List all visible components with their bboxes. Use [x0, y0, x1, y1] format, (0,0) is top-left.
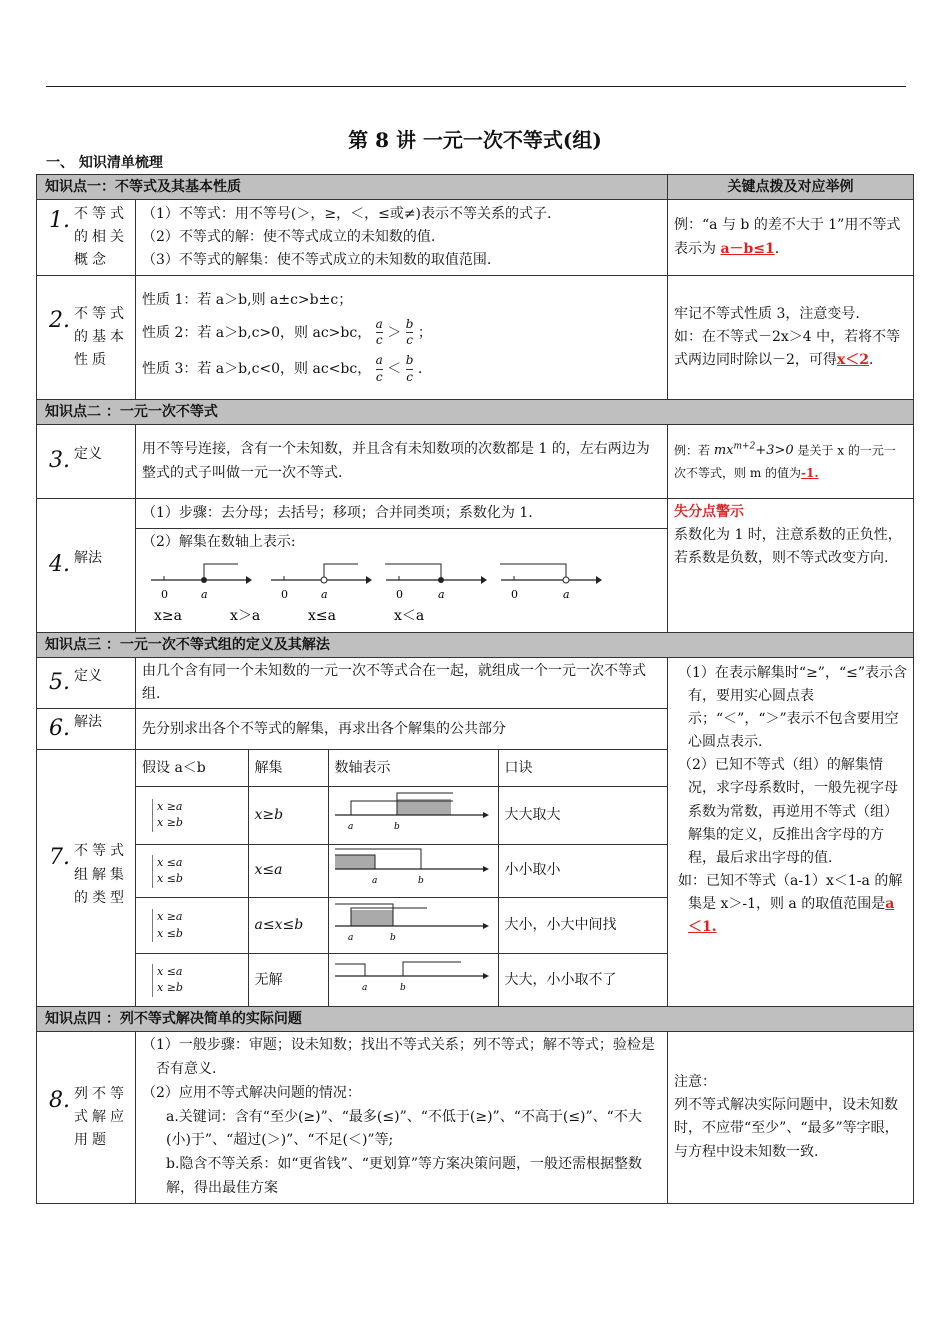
frac-den: c — [375, 369, 383, 384]
row4-content — [136, 499, 668, 633]
fraction-a-over-c — [376, 353, 383, 385]
property-2: 性质 2：若 a＞b,c>0，则 ac>bc， — [142, 324, 372, 341]
fraction-b-over-c — [406, 353, 414, 385]
type-row — [136, 786, 667, 844]
rhyme-cell: 大大取大 — [498, 786, 667, 844]
formula-exponent: m+2 — [733, 441, 756, 452]
row1-number: 1. — [49, 207, 70, 233]
numberline-between — [331, 900, 491, 944]
a-label: a — [321, 588, 328, 602]
frac-num: a — [376, 353, 383, 370]
ineq-2: x ≥b — [157, 981, 183, 995]
solution-types-table — [136, 750, 667, 1006]
kp1-header-row — [37, 175, 914, 200]
row1-note — [668, 200, 914, 276]
row1-line3: （3）不等式的解集：使不等式成立的未知数的取值范围. — [142, 252, 492, 269]
row8-label — [37, 1032, 136, 1204]
row1-label — [37, 200, 136, 276]
ineq-1: x ≤a — [157, 855, 183, 869]
number-line-le — [385, 564, 487, 601]
number-line-gt — [271, 564, 372, 601]
row7-label — [37, 750, 136, 1007]
fraction-a-over-c — [376, 317, 383, 349]
solution-cell: x≥b — [248, 786, 328, 844]
row7-content — [136, 750, 668, 1007]
row8-line4: b.隐含不等关系：如“更省钱”、“更划算”等方案决策问题，一般还需根据整数解，得出最佳方案 — [166, 1156, 643, 1196]
top-rule — [46, 86, 906, 87]
numberline-none — [331, 954, 491, 998]
types-header — [136, 750, 667, 786]
ineq-2: x ≤b — [157, 926, 183, 940]
b-label: b — [417, 875, 424, 886]
row3-label-text: 定义 — [74, 446, 102, 463]
row8-note — [668, 1032, 914, 1204]
numberline-cell — [328, 844, 498, 897]
lt-sign: ＜ — [387, 361, 402, 378]
zero-label: 0 — [161, 588, 168, 602]
row8-note-title: 注意： — [674, 1074, 716, 1091]
row4-number: 4. — [49, 552, 70, 578]
a-label: a — [371, 875, 377, 886]
a-label: a — [361, 983, 367, 994]
frac-num: a — [376, 317, 383, 334]
th-numberline: 数轴表示 — [328, 750, 498, 786]
frac-den: c — [406, 369, 413, 384]
system-cell — [136, 844, 248, 897]
a-label: a — [347, 932, 353, 943]
side-note-answer: a＜1. — [688, 895, 895, 936]
case-lt: x＜a — [394, 608, 425, 625]
knowledge-table — [36, 174, 913, 1204]
case-gt: x＞a — [230, 608, 261, 625]
side-heading: 关键点拨及对应举例 — [668, 175, 914, 200]
frac-den: c — [375, 333, 383, 348]
system-cell — [136, 786, 248, 844]
kp3-header-row — [37, 633, 914, 658]
kp4-heading: 知识点四 ：列不等式解决简单的实际问题 — [37, 1007, 914, 1032]
row4-label — [37, 499, 136, 633]
system-cell — [136, 898, 248, 954]
property-2-line — [142, 317, 661, 349]
row1-note-answer: a－b≤1 — [720, 240, 775, 257]
side-note-3-text: 如：已知不等式（a-1）x＜1-a 的解集是 x＞-1，则 a 的取值范围是 — [678, 872, 903, 912]
row8-line1: （1）一般步骤：审题；设未知数；找出不等式关系；列不等式；解不等式；验检是否有意义. — [142, 1037, 655, 1077]
row8-content — [136, 1032, 668, 1204]
ineq-1: x ≥a — [157, 910, 183, 924]
row1-line2: （2）不等式的解：使不等式成立的未知数的值. — [142, 228, 436, 245]
b-label: b — [389, 932, 396, 943]
system-cell — [136, 954, 248, 1007]
row3-number: 3. — [49, 448, 70, 474]
a-label: a — [563, 588, 570, 602]
zero-label: 0 — [511, 588, 518, 602]
row2-note-end: . — [869, 352, 874, 369]
row3-note — [668, 425, 914, 499]
side-note-2: （2）已知不等式（组）的解集情况，求字母系数时，一般先视字母系数为常数，再逆用不等式（组）解集的定义，反推出含字母的方程，最后求出字母的值. — [678, 757, 898, 866]
gt-sign: ＞ — [387, 324, 402, 341]
ineq-2: x ≥b — [157, 816, 183, 830]
numberline-cell — [328, 898, 498, 954]
row7-side-note — [668, 658, 914, 1007]
row6-label — [37, 709, 136, 750]
row8-number: 8. — [49, 1087, 70, 1113]
fraction-b-over-c — [406, 317, 414, 349]
row3-label — [37, 425, 136, 499]
row2-content — [136, 276, 668, 400]
row3-content: 用不等号连接，含有一个未知数，并且含有未知数项的次数都是 1 的，左右两边为整式的式子叫做一元一次不等式. — [136, 425, 668, 499]
row4-note — [668, 499, 914, 633]
row1-content — [136, 200, 668, 276]
solution-cell: 无解 — [248, 954, 328, 1007]
row1-line1: （1）不等式：用不等号(＞，≥，＜，≤或≠)表示不等关系的式子. — [142, 205, 552, 222]
row5-label — [37, 658, 136, 709]
kp2-header-row — [37, 400, 914, 425]
row5-content: 由几个含有同一个未知数的一元一次不等式合在一起，就组成一个一元一次不等式组. — [136, 658, 668, 709]
kp2-heading: 知识点二 ：一元一次不等式 — [37, 400, 914, 425]
row7-number: 7. — [49, 845, 70, 871]
row6-number: 6. — [49, 716, 70, 742]
row-word-problems — [37, 1032, 914, 1204]
row2-note-line1: 牢记不等式性质 3，注意变号. — [674, 305, 860, 322]
row2-label-text: 不等式的基本性质 — [74, 305, 128, 369]
row4-label-text: 解法 — [74, 550, 102, 567]
semicolon: ； — [417, 324, 432, 341]
warning-text: 系数化为 1 时，注意系数的正负性，若系数是负数，则不等式改变方向. — [674, 527, 902, 567]
side-note-3 — [678, 870, 907, 939]
row8-label-text: 列不等式解应用题 — [74, 1085, 128, 1148]
zero-label: 0 — [396, 588, 403, 602]
row8-note-text: 列不等式解决实际问题中，设未知数时，不应带“至少”、“最多”等字眼，与方程中设未知数一致. — [674, 1097, 899, 1160]
row4-line2: （2）解集在数轴上表示: — [142, 534, 296, 551]
rhyme-cell: 大小，小大中间找 — [498, 898, 667, 954]
row2-note-line2: 如：在不等式－2x＞4 中，若将不等式两边同时除以－2，可得 — [674, 328, 901, 369]
row1-label-text: 不等式的相关概念 — [74, 205, 128, 269]
th-solution: 解集 — [248, 750, 328, 786]
row8-line3: a.关键词：含有“至少(≥)”、“最多(≤)”、“不低于(≥)”、“不高于(≤)”、“不大(小)于”、“超过(＞)”、“不足(＜)”等; — [166, 1108, 642, 1149]
a-label: a — [201, 588, 208, 602]
case-le: x≤a — [308, 608, 336, 625]
row2-label — [37, 276, 136, 400]
frac-den: c — [406, 333, 413, 348]
number-line-ge — [151, 564, 252, 601]
solution-cell: x≤a — [248, 844, 328, 897]
row6-label-text: 解法 — [74, 714, 102, 731]
row-definition — [37, 425, 914, 499]
row3-note-answer: -1. — [801, 465, 819, 480]
row3-note-mid: 是关于 x 的一元一次不等式，则 m 的值为 — [674, 443, 896, 480]
page-title: 第 8 讲 一元一次不等式(组) — [348, 128, 602, 152]
numberline-big-big — [331, 789, 491, 833]
row2-number: 2. — [49, 307, 70, 333]
property-1: 性质 1：若 a＞b,则 a±c>b±c； — [142, 291, 353, 308]
zero-label: 0 — [281, 588, 288, 602]
solution-cell: a≤x≤b — [248, 898, 328, 954]
b-label: b — [399, 983, 406, 994]
b-label: b — [393, 822, 400, 833]
row3-note-text: 例：若 — [674, 443, 711, 458]
row5-label-text: 定义 — [74, 667, 102, 684]
numberline-cell — [328, 954, 498, 1007]
frac-num: b — [406, 317, 414, 334]
row-properties — [37, 276, 914, 400]
row8-line2: （2）应用不等式解决问题的情况： — [142, 1084, 361, 1101]
rhyme-cell: 大大，小小取不了 — [498, 954, 667, 1007]
kp1-heading: 知识点一：不等式及其基本性质 — [37, 175, 668, 200]
frac-num: b — [406, 353, 414, 370]
row1-note-end: . — [774, 240, 780, 257]
kp3-heading: 知识点三 ：一元一次不等式组的定义及其解法 — [37, 633, 914, 658]
row7-label-text: 不等式组解集的类型 — [74, 843, 128, 906]
row3-formula — [714, 443, 794, 458]
ineq-1: x ≤a — [157, 964, 183, 978]
type-row — [136, 954, 667, 1007]
warning-title: 失分点警示 — [674, 504, 744, 520]
row4-step: （1）步骤：去分母；去括号；移项；合并同类项；系数化为 1. — [136, 499, 667, 529]
row-concepts — [37, 200, 914, 276]
row1-note-text: 例：“a 与 b 的差不大于 1”用不等式表示为 — [674, 217, 901, 257]
row-system-definition — [37, 658, 914, 709]
type-row — [136, 844, 667, 897]
number-line-lt — [500, 564, 602, 601]
th-rhyme: 口诀 — [498, 750, 667, 786]
numberline-cell — [328, 786, 498, 844]
row2-note — [668, 276, 914, 400]
property-3: 性质 3：若 a＞b,c<0，则 ac<bc， — [142, 361, 372, 378]
th-assume: 假设 a＜b — [136, 750, 248, 786]
row5-number: 5. — [49, 669, 70, 695]
formula-base: mx — [713, 443, 734, 459]
case-ge: x≥a — [154, 608, 182, 625]
ineq-2: x ≤b — [157, 872, 183, 886]
kp4-header-row — [37, 1007, 914, 1032]
a-label: a — [438, 588, 445, 602]
ineq-1: x ≥a — [157, 799, 183, 813]
rhyme-cell: 小小取小 — [498, 844, 667, 897]
period: . — [417, 361, 423, 378]
numberline-small-small — [331, 845, 491, 889]
side-note-1: （1）在表示解集时“≥”，“≤”表示含有，要用实心圆点表示；“＜”，“＞”表示不包含要用空心圆点表示. — [678, 665, 907, 751]
formula-rest: +3>0 — [755, 443, 794, 459]
property-3-line — [142, 353, 661, 385]
a-label: a — [347, 822, 353, 833]
row-method — [37, 499, 914, 633]
number-lines — [146, 556, 666, 626]
row2-note-answer: x＜2 — [836, 352, 870, 369]
section-heading: 一、 知识清单梳理 — [46, 155, 163, 171]
type-row — [136, 898, 667, 954]
row6-content: 先分别求出各个不等式的解集，再求出各个解集的公共部分 — [136, 709, 668, 750]
